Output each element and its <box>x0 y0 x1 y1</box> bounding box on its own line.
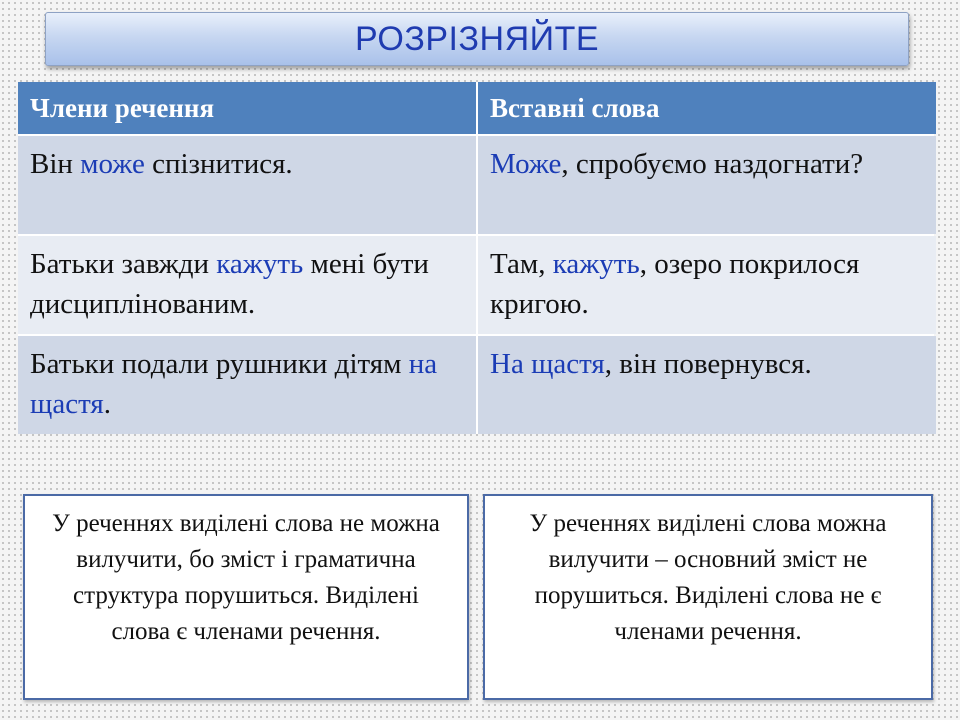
slide-title: РОЗРІЗНЯЙТЕ <box>45 12 909 66</box>
table-cell-r1-right <box>478 136 936 234</box>
cell-text: Батьки завжди <box>30 248 217 280</box>
cell-text: Він <box>30 148 81 180</box>
table-cell-r1-left <box>18 136 476 234</box>
highlighted-word: На щастя <box>490 348 605 380</box>
note-parenthetical-words: У реченнях виділені слова можна вилучити – основний зміст не порушиться. Виділені слова не є членами речення. <box>483 494 933 700</box>
highlighted-word: Може <box>490 148 562 180</box>
table-cell-r3-right <box>478 336 936 434</box>
highlighted-word: на щастя <box>30 348 438 420</box>
note-sentence-members: У реченнях виділені слова не можна вилучити, бо зміст і граматична структура порушиться. Виділені слова є членами речення. <box>23 494 469 700</box>
cell-text: . <box>103 388 111 420</box>
table-cell-r2-right <box>478 236 936 334</box>
highlighted-word: може <box>80 148 145 180</box>
highlighted-word: кажуть <box>216 248 304 280</box>
table-cell-r2-left <box>18 236 476 334</box>
highlighted-word: кажуть <box>552 248 640 280</box>
table-cell-r3-left <box>18 336 476 434</box>
cell-text: спізнитися. <box>144 148 293 180</box>
header-parenthetical-words: Вставні слова <box>478 82 936 134</box>
cell-text: мені бути дисциплінованим. <box>30 248 429 320</box>
comparison-table <box>18 82 934 434</box>
cell-text: , озеро покрилося кригою. <box>490 248 860 320</box>
cell-text: Там, <box>490 248 553 280</box>
cell-text: , він повернувся. <box>604 348 812 380</box>
cell-text: Батьки подали рушники дітям <box>30 348 409 380</box>
header-sentence-members: Члени речення <box>18 82 476 134</box>
cell-text: , спробуємо наздогнати? <box>561 148 864 180</box>
